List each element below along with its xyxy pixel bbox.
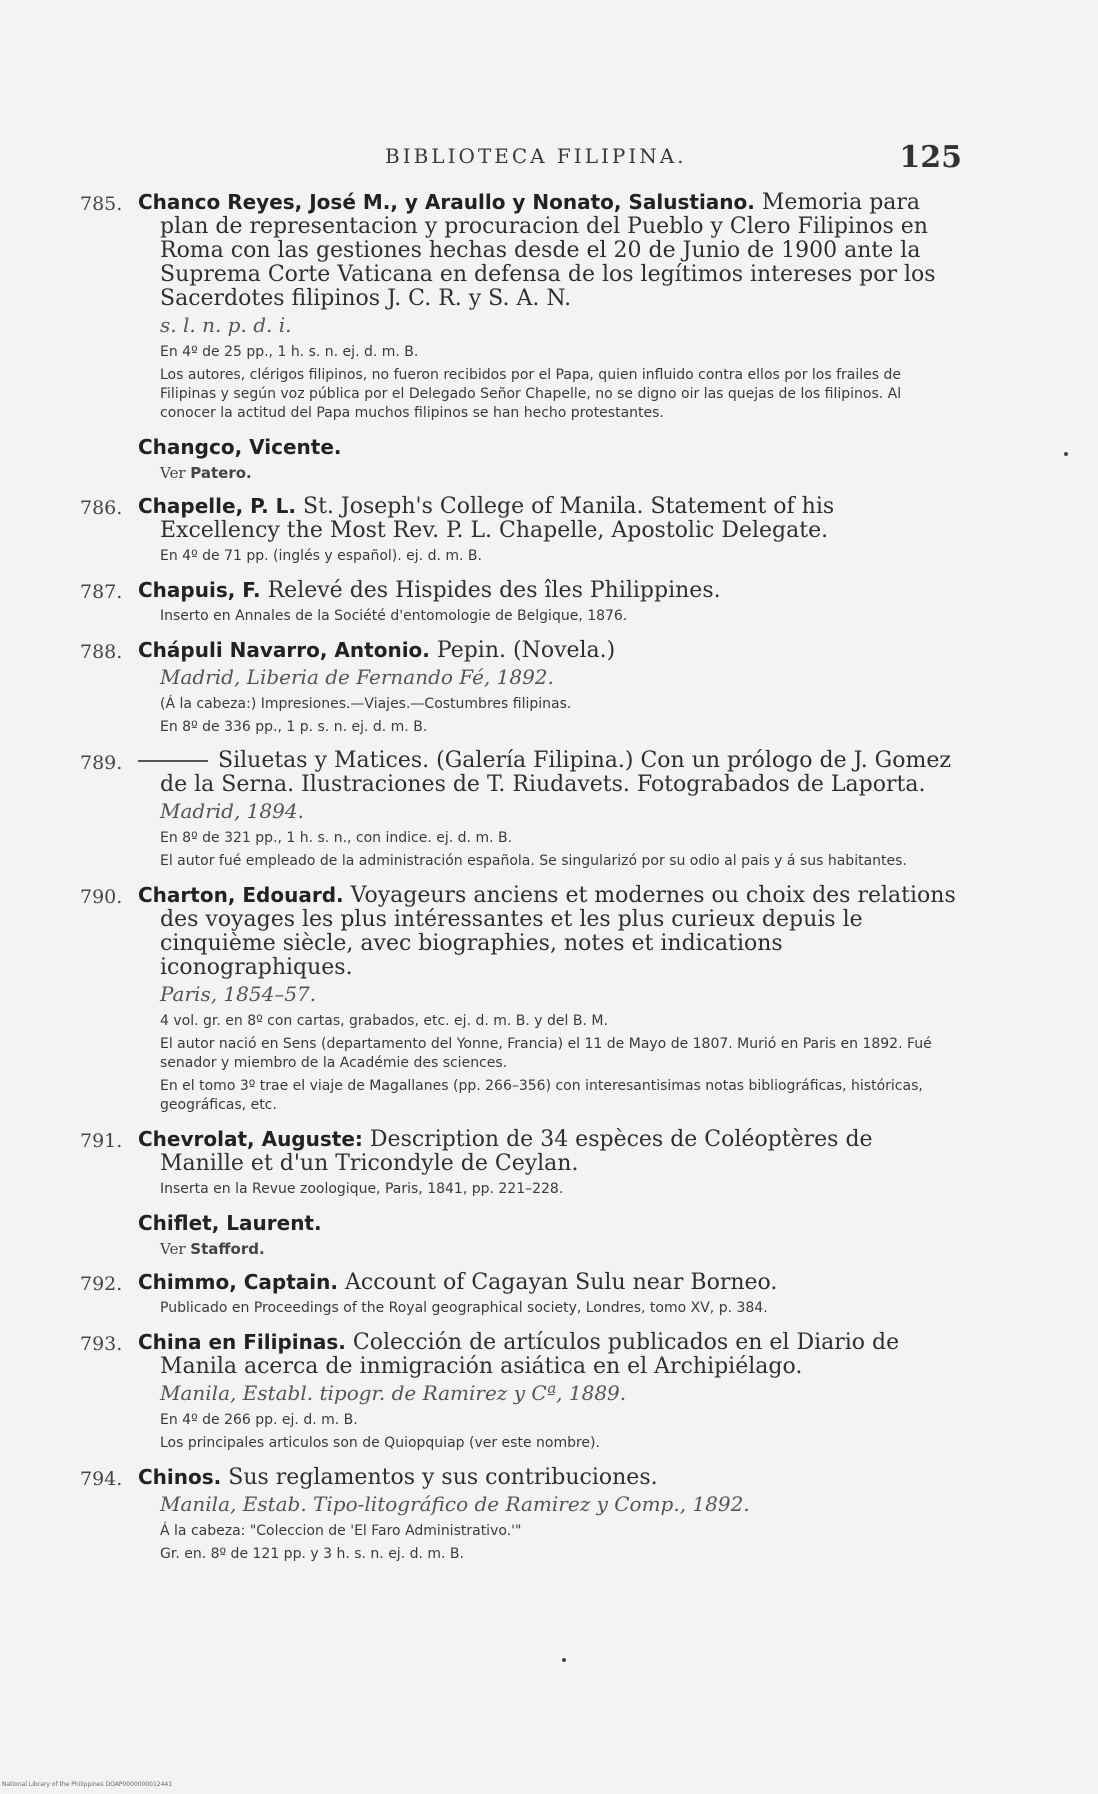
entry-note: En 8º de 321 pp., 1 h. s. n., con indice. ej. d. m. B. (160, 830, 513, 846)
entry-body (138, 1211, 960, 1258)
bibliography-entry (80, 1465, 960, 1564)
entry-author: Chimmo, Captain. (138, 1270, 338, 1294)
entry-note: Publicado en Proceedings of the Royal geographical society, Londres, tomo XV, p. 384. (160, 1300, 768, 1316)
entry-imprint: Manila, Estab. Tipo-litográfico de Ramirez y Comp., 1892. (160, 1492, 750, 1516)
entry-author: Chiflet, Laurent. (138, 1211, 322, 1235)
entry-author: China en Filipinas. (138, 1330, 346, 1354)
entry-note: Inserta en la Revue zoologique, Paris, 1841, pp. 221–228. (160, 1181, 564, 1197)
bibliography-entry (80, 1211, 960, 1258)
entry-heading (138, 1465, 960, 1490)
entry-note: En 4º de 25 pp., 1 h. s. n. ej. d. m. B. (160, 344, 419, 360)
entry-author: Charton, Edouard. (138, 883, 344, 907)
entry-title: Memoria para plan de representacion y procuracion del Pueblo y Clero Filipinos en Roma con las gestiones hechas desde el 20 de Junio de 1900 ante la Suprema Corte Vaticana en defensa de los legítimos intereses por los Sacerdotes filipinos J. C. R. y S. A. N. (160, 190, 936, 311)
entry-title: Description de 34 espèces de Coléoptères de Manille et d'un Tricondyle de Ceylan. (160, 1127, 873, 1176)
bibliography-entry (80, 190, 960, 423)
entry-heading (138, 883, 960, 980)
entry-body (138, 638, 960, 737)
entry-imprint: Paris, 1854–57. (160, 982, 317, 1006)
entry-title: Colección de artículos publicados en el Diario de Manila acerca de inmigración asiática en el Archipiélago. (160, 1330, 900, 1379)
entry-author: Chapuis, F. (138, 578, 261, 602)
entry-heading (138, 190, 960, 311)
entry-imprint: Manila, Establ. tipogr. de Ramirez y Cª, 1889. (160, 1381, 627, 1405)
entry-author: Chevrolat, Auguste: (138, 1127, 363, 1151)
ink-speck (1064, 452, 1068, 456)
entry-note: En 8º de 336 pp., 1 p. s. n. ej. d. m. B. (160, 719, 428, 735)
entry-body (138, 494, 960, 566)
entry-heading (138, 435, 960, 460)
entry-note: (Á la cabeza:) Impresiones.—Viajes.—Costumbres filipinas. (160, 696, 572, 712)
entry-body (138, 1127, 960, 1199)
see-reference (138, 464, 960, 482)
bibliography-entry (80, 883, 960, 1115)
entry-heading (138, 1270, 960, 1295)
bibliography-entry (80, 749, 960, 871)
entry-heading (138, 578, 960, 603)
entry-title: St. Joseph's College of Manila. Statement of his Excellency the Most Rev. P. L. Chapelle, Apostolic Delegate. (160, 494, 835, 543)
entry-number: 792. (80, 1273, 123, 1295)
entry-note: Los autores, clérigos filipinos, no fueron recibidos por el Papa, quien influido contra ellos por los frailes de Filipinas y según voz pública por el Delegado Señor Chapelle, no se digno oir las quejas de los filipinos. Al conocer la actitud del Papa muchos filipinos se han hecho protestantes. (160, 367, 902, 421)
running-head (0, 140, 1098, 180)
see-target: Stafford. (190, 1240, 265, 1258)
entry-body (138, 749, 960, 871)
bibliography-entry (80, 435, 960, 482)
see-label: Ver (160, 1240, 186, 1258)
see-reference (138, 1240, 960, 1258)
entry-number: 793. (80, 1333, 123, 1355)
entry-number: 785. (80, 193, 123, 215)
entry-number: 794. (80, 1468, 123, 1490)
entry-author: Changco, Vicente. (138, 435, 342, 459)
entry-number: 791. (80, 1130, 123, 1152)
entry-note: Gr. en. 8º de 121 pp. y 3 h. s. n. ej. d. m. B. (160, 1546, 464, 1562)
entry-author: Chinos. (138, 1465, 222, 1489)
entry-heading (138, 749, 960, 797)
entry-note: Inserto en Annales de la Société d'entomologie de Belgique, 1876. (160, 608, 628, 624)
entry-body (138, 190, 960, 423)
entry-number: 786. (80, 497, 123, 519)
entry-author: Chapelle, P. L. (138, 494, 297, 518)
bibliography-entry (80, 578, 960, 626)
bibliography-entry (80, 1270, 960, 1318)
bibliography-entry (80, 494, 960, 566)
entry-title: Voyageurs anciens et modernes ou choix des relations des voyages les plus intéressantes et les plus curieux depuis le cinquième siècle, avec biographies, notes et indications iconographiques. (160, 883, 956, 980)
entry-body (138, 578, 960, 626)
entry-body (138, 1465, 960, 1564)
entry-heading (138, 1211, 960, 1236)
entry-note: En 4º de 266 pp. ej. d. m. B. (160, 1412, 358, 1428)
entry-body (138, 1270, 960, 1318)
entry-heading (138, 638, 960, 663)
entry-body (138, 1330, 960, 1453)
entry-author: Chanco Reyes, José M., y Araullo y Nonato, Salustiano. (138, 190, 755, 214)
see-label: Ver (160, 464, 186, 482)
entry-heading (138, 494, 960, 543)
entry-imprint: s. l. n. p. d. i. (160, 313, 292, 337)
entry-imprint: Madrid, 1894. (160, 799, 304, 823)
entry-note: El autor fué empleado de la administración española. Se singularizó por su odio al pais y á sus habitantes. (160, 853, 907, 869)
bibliography-entry (80, 638, 960, 737)
entry-title: Siluetas y Matices. (Galería Filipina.) Con un prólogo de J. Gomez de la Serna. Ilustraciones de T. Riudavets. Fotograbados de Laporta. (160, 748, 951, 797)
entry-imprint: Madrid, Liberia de Fernando Fé, 1892. (160, 665, 554, 689)
entry-title: Pepin. (Novela.) (436, 638, 616, 663)
entry-note: Los principales articulos son de Quiopquiap (ver este nombre). (160, 1435, 600, 1451)
entry-number: 788. (80, 641, 123, 663)
entry-title: Sus reglamentos y sus contribuciones. (228, 1465, 658, 1490)
ditto-dash (138, 760, 208, 762)
entry-note: En 4º de 71 pp. (inglés y español). ej. d. m. B. (160, 548, 482, 564)
entry-heading (138, 1127, 960, 1176)
entry-note: En el tomo 3º trae el viaje de Magallanes (pp. 266–356) con interesantisimas notas bibliográficas, históricas, geográficas, etc. (160, 1078, 923, 1113)
bibliography-list (80, 190, 960, 1576)
entry-heading (138, 1330, 960, 1379)
entry-body (138, 883, 960, 1115)
ink-speck (562, 1658, 566, 1662)
entry-note: El autor nació en Sens (departamento del Yonne, Francia) el 11 de Mayo de 1807. Murió en Paris en 1892. Fué senador y miembro de la Académie des sciences. (160, 1036, 932, 1071)
entry-number: 790. (80, 886, 123, 908)
entry-note: Á la cabeza: "Coleccion de 'El Faro Administrativo.'" (160, 1523, 522, 1539)
scan-stamp: National Library of the Philippines DOAP0000000012441 (2, 1781, 173, 1788)
entry-body (138, 435, 960, 482)
entry-note: 4 vol. gr. en 8º con cartas, grabados, etc. ej. d. m. B. y del B. M. (160, 1013, 608, 1029)
entry-title: Account of Cagayan Sulu near Borneo. (345, 1270, 778, 1295)
bibliography-entry (80, 1330, 960, 1453)
entry-author: Chápuli Navarro, Antonio. (138, 638, 430, 662)
running-title: BIBLIOTECA FILIPINA. (385, 144, 687, 168)
entry-number: 789. (80, 752, 123, 774)
entry-number: 787. (80, 581, 123, 603)
page-number: 125 (899, 140, 962, 175)
bibliography-entry (80, 1127, 960, 1199)
entry-title: Relevé des Hispides des îles Philippines. (267, 578, 721, 603)
see-target: Patero. (190, 464, 252, 482)
